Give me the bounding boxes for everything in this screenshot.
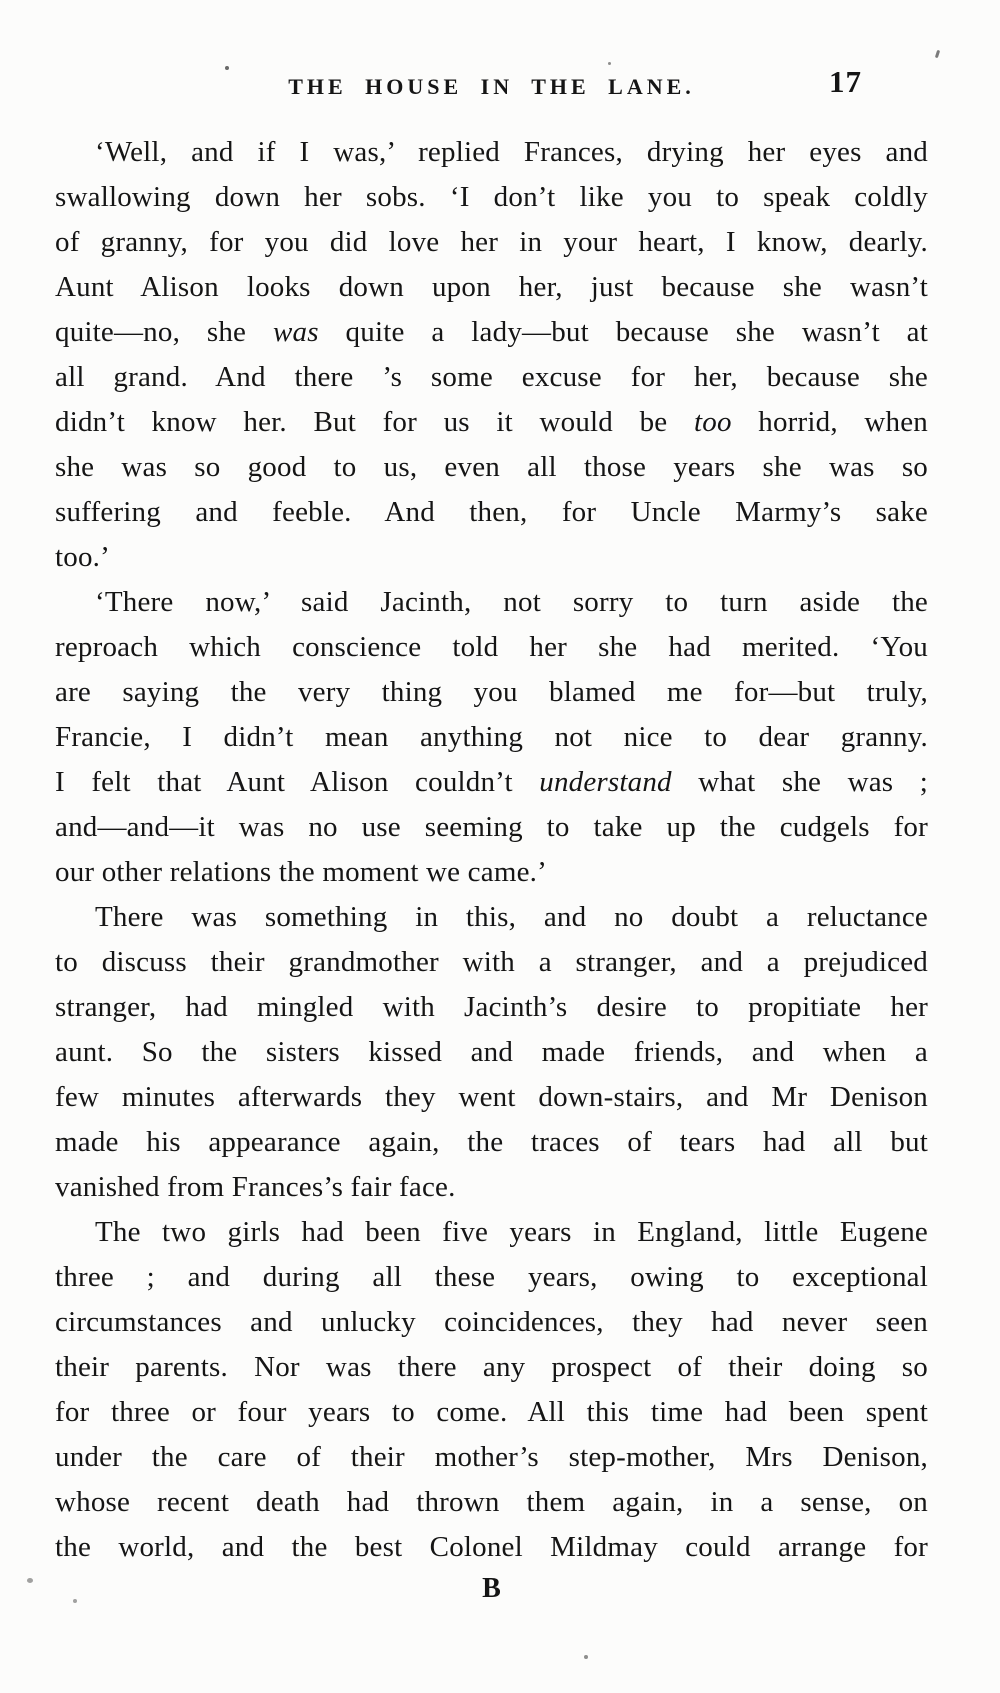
text-line bbox=[55, 715, 928, 760]
text-run: are saying the very thing you blamed me for—but truly, bbox=[55, 676, 928, 708]
text-run: aunt. So the sisters kissed and made friends, and when a bbox=[55, 1036, 928, 1068]
scan-speck bbox=[608, 62, 611, 65]
text-run: vanished from Frances’s fair face. bbox=[55, 1171, 456, 1203]
text-run: quite a lady—but because she wasn’t at bbox=[318, 316, 928, 348]
text-run: I felt that Aunt Alison couldn’t bbox=[55, 766, 540, 798]
text-line bbox=[55, 580, 928, 625]
text-line bbox=[55, 130, 928, 175]
text-run: quite—no, she bbox=[55, 316, 273, 348]
text-run: all grand. And there ’s some excuse for her, because she bbox=[55, 361, 928, 393]
text-line bbox=[55, 445, 928, 490]
text-run: didn’t know her. But for us it would be bbox=[55, 406, 694, 438]
text-line bbox=[55, 760, 928, 805]
scan-speck bbox=[935, 50, 940, 59]
text-line bbox=[55, 940, 928, 985]
text-run: of granny, for you did love her in your heart, I know, dearly. bbox=[55, 226, 928, 258]
italic-run: too bbox=[693, 406, 732, 438]
text-line bbox=[55, 1345, 928, 1390]
text-run: what she was ; bbox=[671, 766, 928, 798]
text-line bbox=[55, 1030, 928, 1075]
text-line bbox=[55, 670, 928, 715]
text-run: There was something in this, and no doubt a reluctance bbox=[95, 901, 928, 933]
text-run: ‘Well, and if I was,’ replied Frances, drying her eyes and bbox=[95, 136, 928, 168]
italic-run: was bbox=[272, 316, 319, 348]
text-line bbox=[55, 1480, 928, 1525]
text-run: our other relations the moment we came.’ bbox=[55, 856, 547, 888]
text-run: she was so good to us, even all those years she was so bbox=[55, 451, 928, 483]
scan-speck bbox=[225, 66, 229, 70]
text-line bbox=[55, 1255, 928, 1300]
text-line bbox=[55, 895, 928, 940]
text-run: to discuss their grandmother with a stranger, and a prejudiced bbox=[55, 946, 928, 978]
text-run: ‘There now,’ said Jacinth, not sorry to turn aside the bbox=[95, 586, 928, 618]
paragraph bbox=[55, 895, 928, 1210]
paragraph bbox=[55, 130, 928, 580]
text-run: suffering and feeble. And then, for Uncle Marmy’s sake bbox=[55, 496, 928, 528]
text-line bbox=[55, 355, 928, 400]
text-run: and—and—it was no use seeming to take up the cudgels for bbox=[55, 811, 928, 843]
paragraph bbox=[55, 1210, 928, 1570]
text-line bbox=[55, 1435, 928, 1480]
text-line bbox=[55, 220, 928, 265]
text-run: made his appearance again, the traces of tears had all but bbox=[55, 1126, 928, 1158]
text-line bbox=[55, 850, 928, 895]
text-run: Francie, I didn’t mean anything not nice to dear granny. bbox=[55, 721, 928, 753]
scan-speck bbox=[27, 1578, 33, 1583]
text-line bbox=[55, 490, 928, 535]
text-run: for three or four years to come. All this time had been spent bbox=[55, 1396, 928, 1428]
text-run: few minutes afterwards they went down-stairs, and Mr Denison bbox=[55, 1081, 928, 1113]
text-line bbox=[55, 1525, 928, 1570]
text-line bbox=[55, 535, 928, 580]
text-line bbox=[55, 625, 928, 670]
text-line bbox=[55, 175, 928, 220]
text-run: Aunt Alison looks down upon her, just because she wasn’t bbox=[55, 271, 928, 303]
paragraph bbox=[55, 580, 928, 895]
italic-run: understand bbox=[539, 766, 672, 798]
text-run: whose recent death had thrown them again, in a sense, on bbox=[55, 1486, 928, 1518]
text-run: reproach which conscience told her she had merited. ‘You bbox=[55, 631, 928, 663]
text-line bbox=[55, 310, 928, 355]
scan-speck bbox=[584, 1655, 588, 1659]
text-run: three ; and during all these years, owing to exceptional bbox=[55, 1261, 928, 1293]
text-line bbox=[55, 1165, 928, 1210]
text-block bbox=[55, 130, 928, 1570]
text-line bbox=[55, 1120, 928, 1165]
text-run: The two girls had been five years in England, little Eugene bbox=[95, 1216, 928, 1248]
page-number: 17 bbox=[829, 64, 862, 99]
text-run: the world, and the best Colonel Mildmay could arrange for bbox=[55, 1531, 928, 1563]
text-run: swallowing down her sobs. ‘I don’t like you to speak coldly bbox=[55, 181, 928, 213]
running-title: THE HOUSE IN THE LANE. bbox=[288, 74, 695, 99]
signature-mark: B bbox=[482, 1573, 501, 1604]
text-line bbox=[55, 1390, 928, 1435]
text-run: their parents. Nor was there any prospect of their doing so bbox=[55, 1351, 928, 1383]
text-line bbox=[55, 1210, 928, 1255]
text-line bbox=[55, 1300, 928, 1345]
text-line bbox=[55, 805, 928, 850]
text-line bbox=[55, 265, 928, 310]
text-line bbox=[55, 985, 928, 1030]
text-line bbox=[55, 400, 928, 445]
text-run: circumstances and unlucky coincidences, they had never seen bbox=[55, 1306, 928, 1338]
text-run: under the care of their mother’s step-mother, Mrs Denison, bbox=[55, 1441, 928, 1473]
text-run: stranger, had mingled with Jacinth’s desire to propitiate her bbox=[55, 991, 928, 1023]
text-run: too.’ bbox=[55, 541, 110, 573]
text-run: horrid, when bbox=[731, 406, 928, 438]
text-line bbox=[55, 1075, 928, 1120]
